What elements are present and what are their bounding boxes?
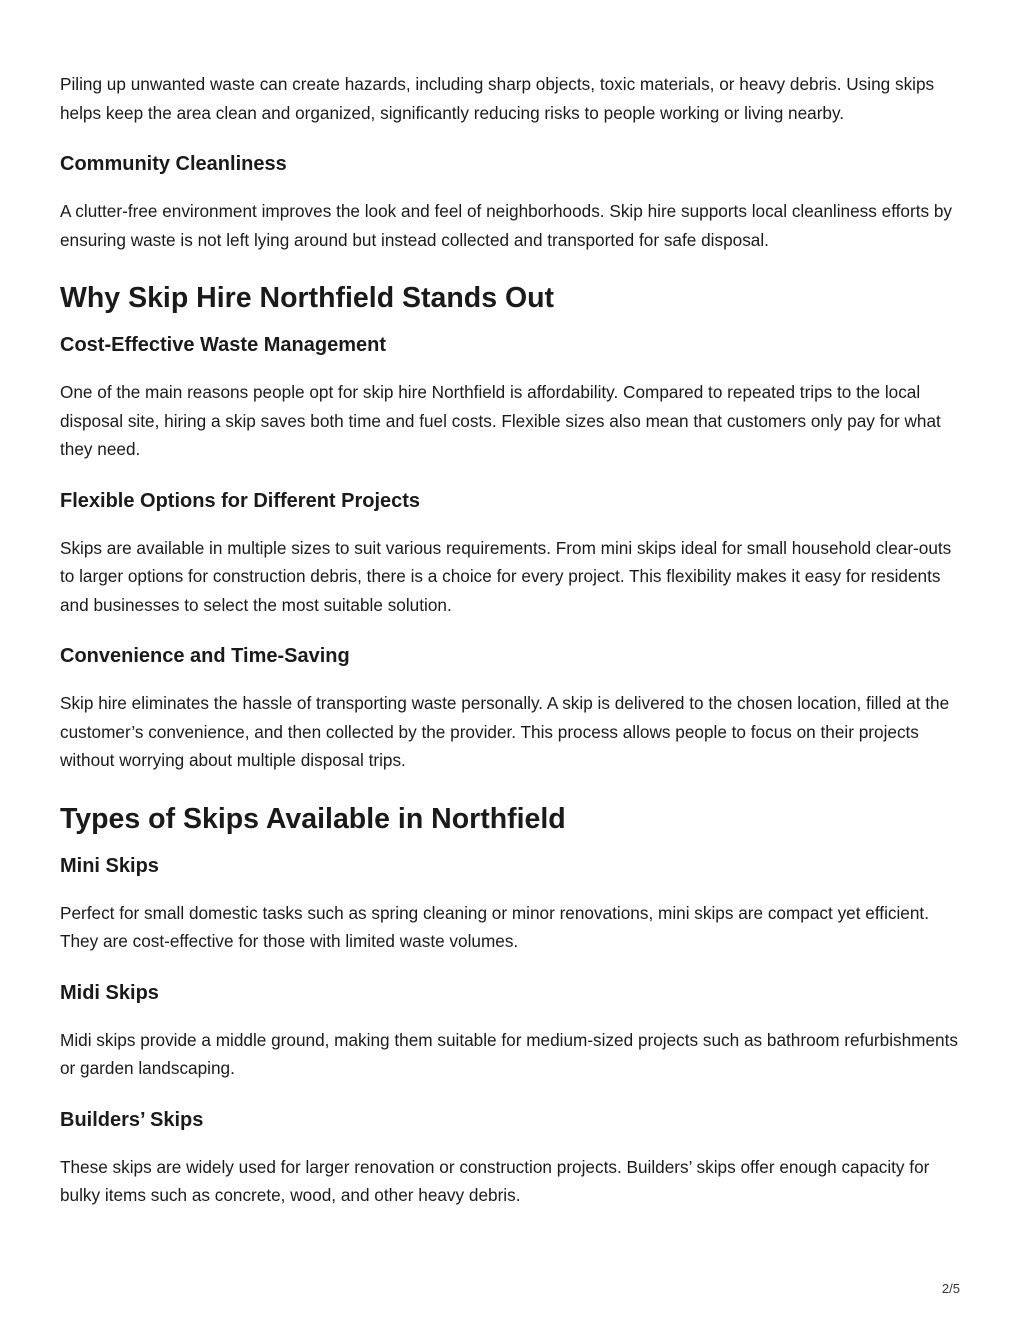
builders-skips-heading: Builders’ Skips: [60, 1108, 204, 1131]
midi-skips-paragraph: Midi skips provide a middle ground, making them suitable for medium-sized projects such as bathroom refurbishments or garden landscaping.: [60, 1029, 958, 1078]
cost-effective-heading: Cost-Effective Waste Management: [60, 334, 386, 356]
community-cleanliness-heading: Community Cleanliness: [60, 153, 287, 175]
flexible-options-heading: Flexible Options for Different Projects: [60, 489, 421, 512]
why-section-heading: Why Skip Hire Northfield Stands Out: [60, 282, 555, 314]
community-cleanliness-paragraph: A clutter-free environment improves the look and feel of neighborhoods. Skip hire supports local cleanliness efforts by ensuring waste is not left lying around but instead collected and transported for safe disposal.: [60, 201, 953, 250]
flexible-options-paragraph: Skips are available in multiple sizes to suit various requirements. From mini skips ideal for small household clear-outs to larger options for construction debris, there is a choice for every project. This flexibility makes it easy for residents and businesses to select the most suitable solution.: [60, 537, 952, 615]
intro-paragraph: Piling up unwanted waste can create hazards, including sharp objects, toxic materials, or heavy debris. Using skips helps keep the area clean and organized, significantly reducing risks to people working or living nearby.: [60, 74, 935, 123]
document-page: [60, 70, 970, 1210]
mini-skips-heading: Mini Skips: [60, 854, 159, 877]
midi-skips-heading: Midi Skips: [60, 981, 159, 1004]
page-number: 2/5: [941, 1281, 960, 1296]
convenience-paragraph: Skip hire eliminates the hassle of transporting waste personally. A skip is delivered to the chosen location, filled at the customer’s convenience, and then collected by the provider. This process allows people to focus on their projects without worrying about multiple disposal trips.: [60, 693, 950, 770]
builders-skips-paragraph: These skips are widely used for larger renovation or construction projects. Builders’ skips offer enough capacity for bulky items such as concrete, wood, and other heavy debris.: [60, 1156, 930, 1205]
types-section-heading: Types of Skips Available in Northfield: [60, 802, 566, 835]
convenience-heading: Convenience and Time-Saving: [60, 645, 350, 667]
mini-skips-paragraph: Perfect for small domestic tasks such as spring cleaning or minor renovations, mini skips are compact yet efficient. They are cost-effective for those with limited waste volumes.: [60, 902, 929, 951]
cost-effective-paragraph: One of the main reasons people opt for skip hire Northfield is affordability. Compared to repeated trips to the local disposal site, hiring a skip saves both time and fuel costs. Flexible sizes also mean that customers only pay for what they need.: [60, 382, 941, 459]
